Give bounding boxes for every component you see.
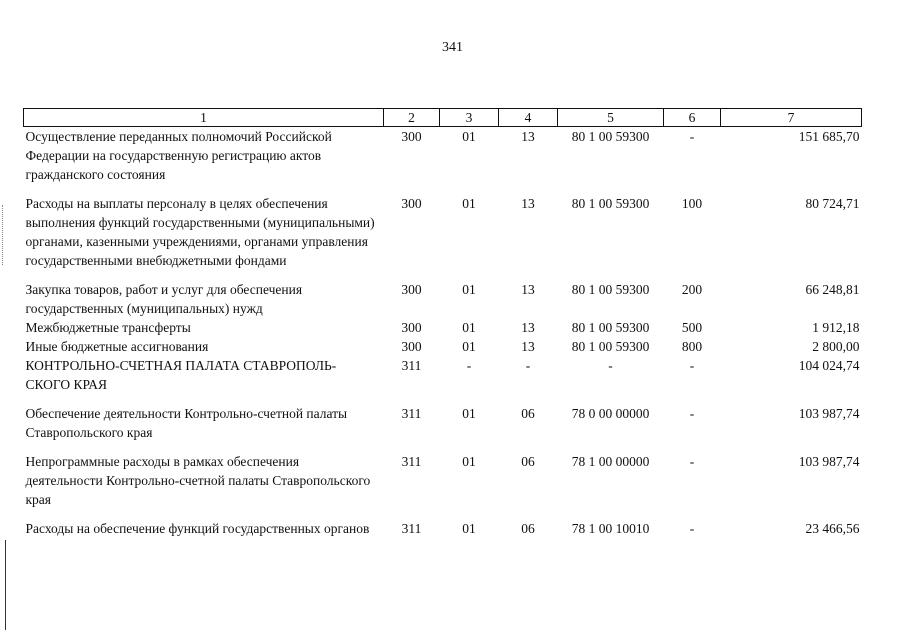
table-row — [24, 442, 862, 509]
table-row — [24, 509, 862, 538]
header-col-7: 7 — [721, 109, 862, 127]
row-name: Расходы на выплаты персоналу в целях обеспечения выполнения функций государственными (муниципальными) органами, казенными учреждениями, органами управления государственными внебюджетными фондами — [25, 196, 375, 268]
row-name: Закупка товаров, работ и услуг для обеспечения государственных (муниципальных) нужд — [25, 282, 303, 316]
table-row — [24, 127, 862, 185]
row-col-5: 78 1 00 00000 — [571, 454, 650, 469]
row-col-6: - — [689, 454, 695, 469]
row-col-4: 13 — [521, 320, 535, 335]
row-col-3: 01 — [462, 129, 476, 144]
table-row — [24, 184, 862, 270]
scan-edge-line — [5, 540, 6, 630]
row-col-3: 01 — [462, 320, 476, 335]
table-row — [24, 318, 862, 337]
row-col-4: 13 — [521, 196, 535, 211]
row-col-3: 01 — [462, 282, 476, 297]
row-col-5: - — [608, 358, 613, 373]
row-col-3: 01 — [462, 406, 476, 421]
row-col-4: - — [525, 358, 531, 373]
row-amount: 1 912,18 — [812, 320, 860, 335]
row-col-6: 800 — [681, 339, 703, 354]
row-col-3: 01 — [462, 521, 476, 536]
row-col-2: 311 — [401, 406, 422, 421]
row-col-2: 300 — [401, 339, 422, 354]
row-amount: 104 024,74 — [798, 358, 860, 373]
row-col-4: 13 — [521, 129, 535, 144]
row-col-4: 13 — [521, 339, 535, 354]
header-col-5: 5 — [558, 109, 664, 127]
row-col-6: - — [689, 406, 695, 421]
header-col-3: 3 — [440, 109, 499, 127]
page-number: 341 — [442, 40, 463, 55]
row-col-2: 300 — [401, 196, 422, 211]
row-name: Иные бюджетные ассигнования — [25, 339, 209, 354]
row-col-2: 300 — [401, 282, 422, 297]
header-col-1: 1 — [24, 109, 384, 127]
row-col-2: 311 — [401, 454, 422, 469]
row-name: Расходы на обеспечение функций государственных органов — [25, 521, 370, 536]
row-name: Непрограммные расходы в рамках обеспечения деятельности Контрольно-счетной палаты Ставропольского края — [25, 454, 371, 507]
row-col-5: 80 1 00 59300 — [571, 282, 650, 297]
row-col-5: 78 1 00 10010 — [571, 521, 650, 536]
row-col-6: 500 — [681, 320, 703, 335]
row-col-6: - — [689, 358, 695, 373]
header-col-2: 2 — [384, 109, 440, 127]
row-col-6: - — [689, 521, 695, 536]
table-row — [24, 337, 862, 356]
header-col-4: 4 — [499, 109, 558, 127]
row-amount: 103 987,74 — [798, 454, 860, 469]
row-name: КОНТРОЛЬНО-СЧЕТНАЯ ПАЛАТА СТАВРОПОЛЬ-СКОГО КРАЯ — [25, 358, 337, 392]
row-name: Межбюджетные трансферты — [25, 320, 191, 335]
scan-artifact — [2, 205, 4, 265]
row-col-5: 80 1 00 59300 — [571, 320, 650, 335]
row-col-2: 311 — [401, 521, 422, 536]
header-col-6: 6 — [664, 109, 721, 127]
row-col-3: 01 — [462, 196, 476, 211]
row-amount: 2 800,00 — [812, 339, 860, 354]
row-col-6: - — [689, 129, 695, 144]
row-col-6: 100 — [681, 196, 703, 211]
row-col-5: 78 0 00 00000 — [571, 406, 650, 421]
row-col-3: - — [466, 358, 472, 373]
row-amount: 66 248,81 — [805, 282, 860, 297]
row-amount: 80 724,71 — [805, 196, 860, 211]
table-row — [24, 356, 862, 394]
table-row — [24, 270, 862, 318]
row-col-3: 01 — [462, 454, 476, 469]
row-col-4: 06 — [521, 454, 535, 469]
row-col-4: 06 — [521, 406, 535, 421]
row-col-2: 300 — [401, 320, 422, 335]
row-amount: 23 466,56 — [805, 521, 860, 536]
row-amount: 151 685,70 — [798, 129, 860, 144]
row-col-2: 311 — [401, 358, 422, 373]
row-col-5: 80 1 00 59300 — [571, 339, 650, 354]
row-name: Обеспечение деятельности Контрольно-счетной палаты Ставропольского края — [25, 406, 348, 440]
row-col-6: 200 — [681, 282, 703, 297]
row-col-4: 13 — [521, 282, 535, 297]
header-row — [24, 109, 862, 127]
row-amount: 103 987,74 — [798, 406, 860, 421]
row-col-4: 06 — [521, 521, 535, 536]
budget-table — [23, 108, 862, 538]
table-row — [24, 394, 862, 442]
row-col-5: 80 1 00 59300 — [571, 196, 650, 211]
row-col-3: 01 — [462, 339, 476, 354]
row-name: Осуществление переданных полномочий Российской Федерации на государственную регистрацию актов гражданского состояния — [25, 129, 332, 182]
row-col-2: 300 — [401, 129, 422, 144]
row-col-5: 80 1 00 59300 — [571, 129, 650, 144]
